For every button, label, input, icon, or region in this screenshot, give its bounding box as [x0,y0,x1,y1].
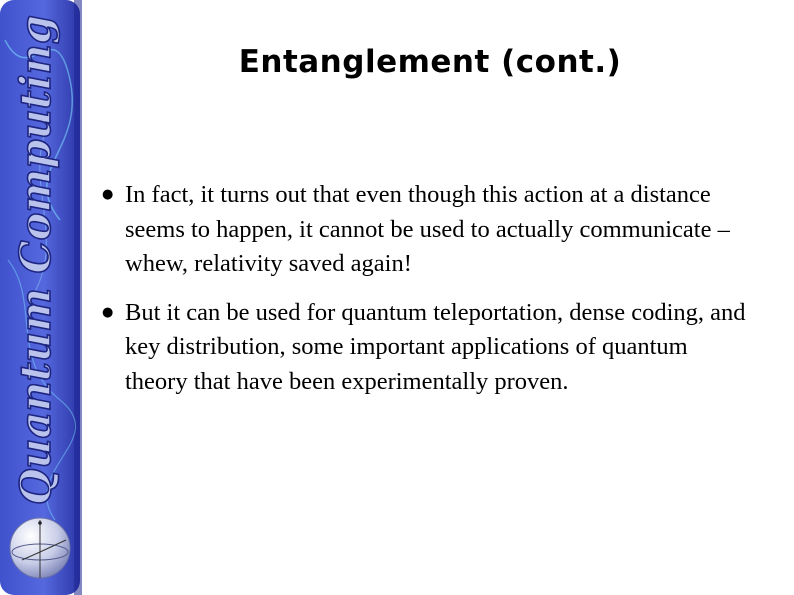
bullet-list [102,178,752,413]
slide-title: Entanglement (cont.) [238,44,622,80]
bullet-dot-icon: ● [102,304,114,320]
sidebar-logo-text: Quantum Computing [11,10,60,505]
sidebar-graphic [0,0,82,595]
quantum-computing-sidebar [0,0,82,595]
bullet-item [102,178,752,282]
bloch-sphere-icon [10,518,70,578]
bullet-text: In fact, it turns out that even though this action at a distance seems to happen, it cannot be used to actually communicate – whew, relativity saved again! [125,181,730,277]
bullet-dot-icon: ● [102,187,114,202]
bullet-text: But it can be used for quantum teleportation, dense coding, and key distribution, some important applications of quantum theory that have been experimentally proven. [125,298,746,395]
bullet-item [102,296,752,400]
